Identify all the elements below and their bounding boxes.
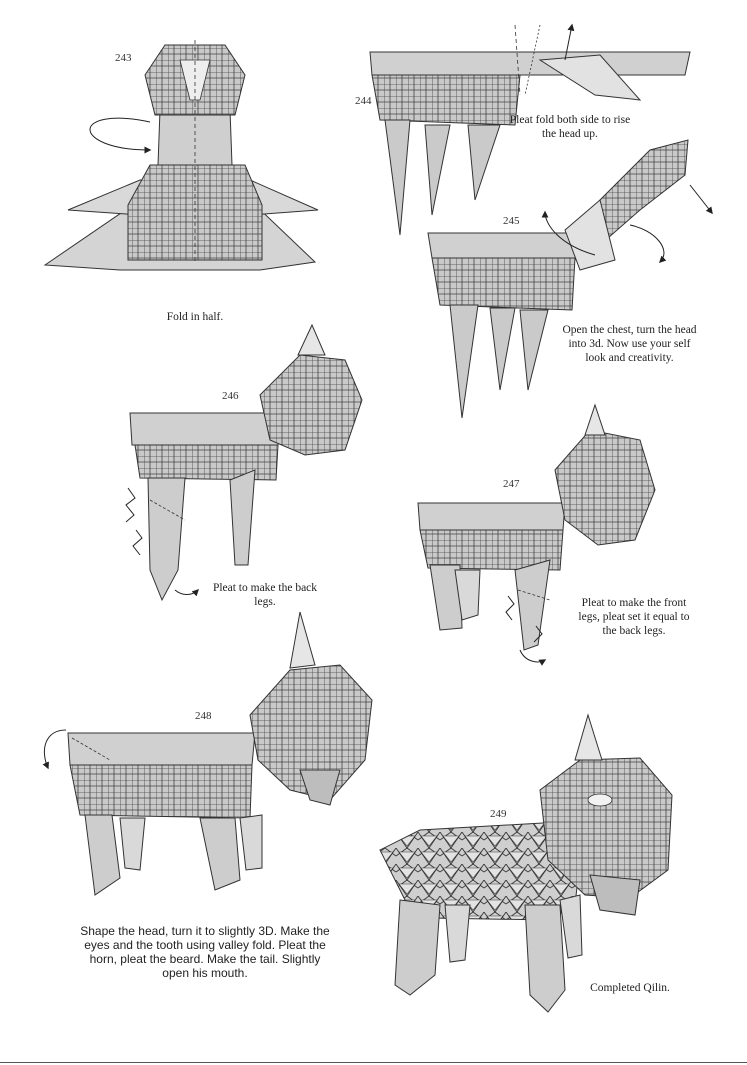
step-caption-243: Fold in half. (166, 311, 224, 323)
step-caption-248: Shape the head, turn it to slightly 3D. Make the eyes and the tooth using valley fold. Pleat the horn, pleat the beard. Make the tail. Slightly open his mouth. (80, 924, 330, 980)
step-number-246: 246 (222, 390, 239, 402)
step-248-figure (44, 612, 372, 895)
step-number-243: 243 (115, 52, 132, 64)
step-245-figure (428, 140, 712, 418)
step-number-245: 245 (503, 215, 520, 227)
step-246-figure (126, 325, 362, 600)
step-number-244: 244 (355, 95, 372, 107)
step-number-247: 247 (503, 478, 520, 490)
page-bottom-rule (0, 1062, 747, 1063)
step-number-248: 248 (195, 710, 212, 722)
step-caption-244: Pleat fold both side to rise the head up. (509, 114, 631, 140)
step-caption-247: Pleat to make the front legs, pleat set it equal to the back legs. (578, 597, 690, 637)
step-number-249: 249 (490, 808, 507, 820)
step-243-figure (45, 40, 318, 270)
step-caption-249: Completed Qilin. (590, 982, 670, 994)
step-249-figure (380, 715, 672, 1012)
step-caption-245: Open the chest, turn the head into 3d. Now use your self look and creativity. (562, 324, 697, 364)
step-caption-246: Pleat to make the back legs. (212, 582, 318, 608)
